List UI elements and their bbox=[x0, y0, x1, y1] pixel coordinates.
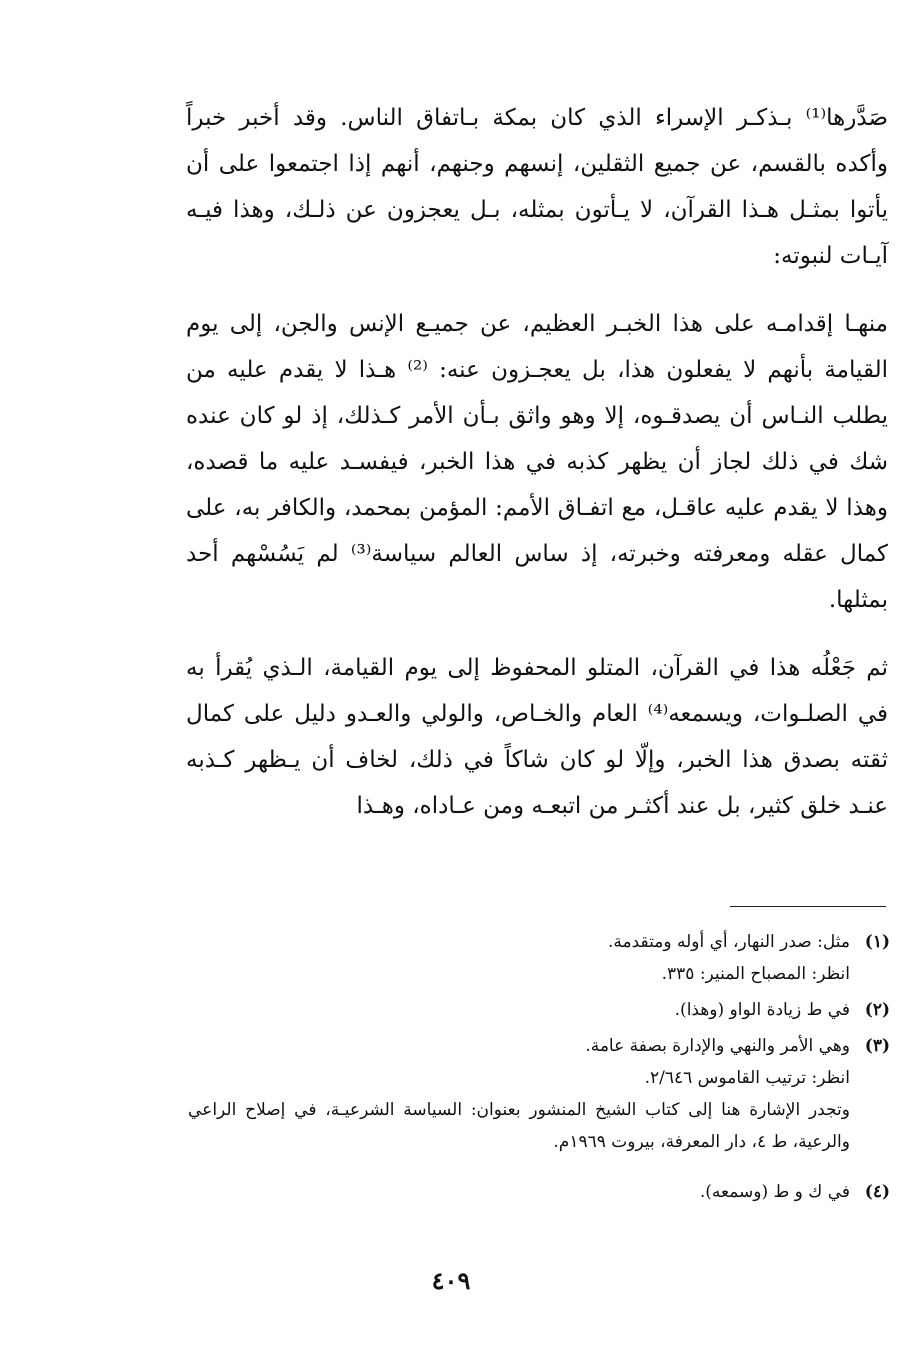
footnote-separator bbox=[730, 906, 886, 907]
footnote-line: وهي الأمر والنهي والإدارة بصفة عامة. bbox=[585, 1036, 850, 1056]
paragraph: ثم جَعْلُه هذا في القرآن، المتلو المحفوظ إلى يوم القيامة، الـذي يُقرأ به في الصلـوات، ويسمعه⁽⁴⁾ العام والخـاص، والولي والعـدو دليل على كمال ثقته بصدق هذا الخبر، وإلّا لو كان شاكاً في ذلك، لخاف أن يـظهر كـذبه عنـد خلق كثير، بل عند أكثـر من اتبعـه ومن عـاداه، وهـذا bbox=[186, 655, 889, 819]
footnote bbox=[188, 1176, 890, 1208]
footnote-text bbox=[188, 1176, 850, 1208]
footnote-line: انظر: المصباح المنير: ٣٣٥. bbox=[661, 964, 850, 984]
footnote bbox=[188, 994, 890, 1026]
paragraph: صَدَّرها⁽¹⁾ بـذكـر الإسراء الذي كان بمكة بـاتفاق الناس. وقد أخبر خبراً وأكده بالقسم، عن جميع الثقلين، إنسهم وجنهم، أنهم إذا اجتمعوا على أن يأتوا بمثـل هـذا القرآن، لا يـأتون بمثله، بـل يعجزون عن ذلـك، وهذا فيـه آيـات لنبوته: bbox=[186, 105, 888, 269]
footnote-line: في ط زيادة الواو (وهذا). bbox=[674, 1000, 850, 1020]
footnote-text bbox=[188, 994, 850, 1026]
footnote-line: وتجدر الإشارة هنا إلى كتاب الشيخ المنشور بعنوان: السياسة الشرعيـة، في إصلاح الراعي والرعية، ط ٤، دار المعرفة، بيروت ١٩٦٩م. bbox=[188, 1100, 850, 1152]
paragraph: منهـا إقدامـه على هذا الخبـر العظيم، عن جميـع الإنس والجن، إلى يوم القيامة بأنهم لا يفعلون هذا، بل يعجـزون عنه: ⁽²⁾ هـذا لا يقدم عليه من يطلب النـاس أن يصدقـوه، إلا وهو واثق بـأن الأمر كـذلك، إذ لو كان عنده شك في ذلك لجاز أن يظهر كذبه في هذا الخبر، فيفسـد عليه ما قصده، وهذا لا يقدم عليه عاقـل، مع اتفـاق الأمم: المؤمن بمحمد، والكافر به، على كمال عقله ومعرفته وخبرته، إذ ساس العالم سياسة⁽³⁾ لم يَسُسْهم أحد بمثلها. bbox=[186, 311, 888, 613]
footnote bbox=[188, 1030, 890, 1158]
footnote-number: (٢) bbox=[864, 1000, 890, 1020]
footnote-number: (٣) bbox=[864, 1036, 890, 1056]
page-number: ٤٠٩ bbox=[431, 1266, 471, 1295]
main-text bbox=[186, 95, 888, 829]
footnote-text bbox=[188, 926, 850, 990]
footnote-line: انظر: ترتيب القاموس ٢/٦٤٦. bbox=[644, 1068, 850, 1088]
footnote-text bbox=[188, 1030, 850, 1158]
footnote-line: مثل: صدر النهار، أي أوله ومتقدمة. bbox=[607, 932, 850, 952]
footnote bbox=[188, 926, 890, 990]
footnote-number: (٤) bbox=[864, 1182, 890, 1202]
footnote-number: (١) bbox=[864, 932, 890, 952]
footnote-line: في ك و ط (وسمعه). bbox=[699, 1182, 850, 1202]
footnotes bbox=[188, 926, 890, 1208]
